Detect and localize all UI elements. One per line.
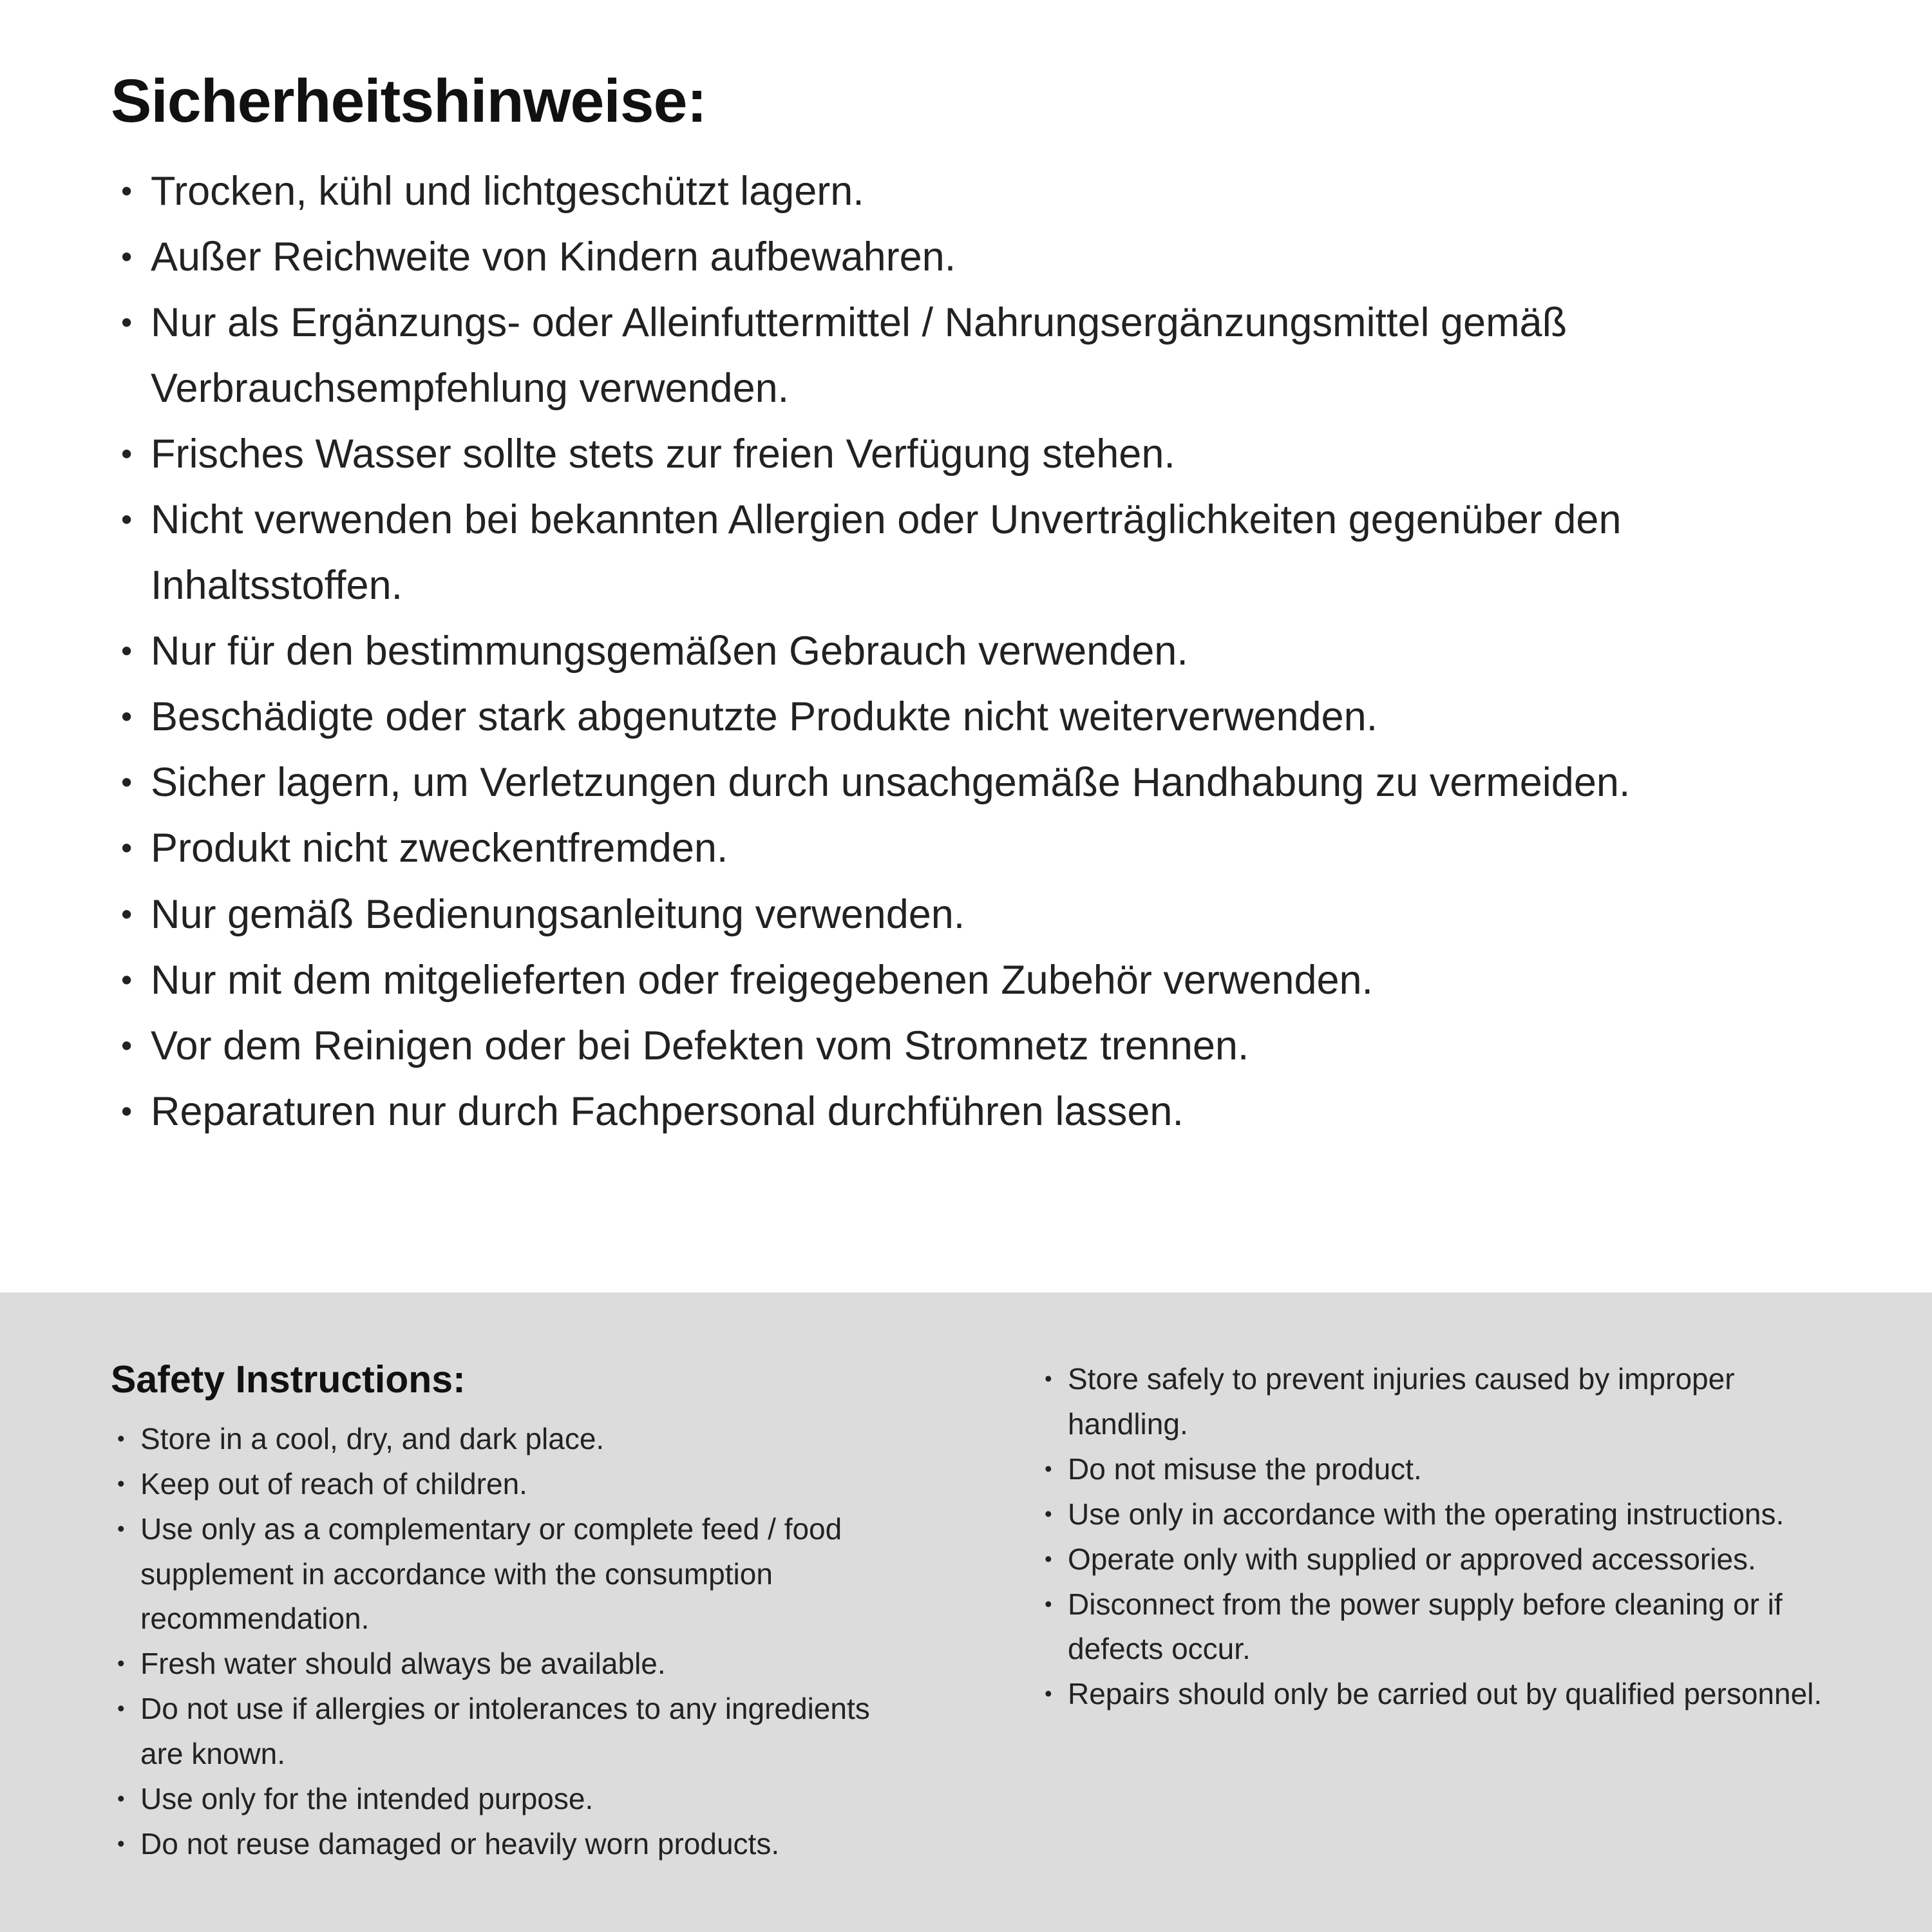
safety-item: • Do not misuse the product.	[1038, 1447, 1830, 1492]
safety-item: • Store safely to prevent injuries caused by improper handling.	[1038, 1357, 1830, 1447]
safety-item: • Disconnect from the power supply before cleaning or if defects occur.	[1038, 1582, 1830, 1672]
safety-item: • Operate only with supplied or approved accessories.	[1038, 1537, 1830, 1582]
safety-item: • Store in a cool, dry, and dark place.	[111, 1417, 903, 1462]
safety-item: • Keep out of reach of children.	[111, 1462, 903, 1507]
safety-item: • Reparaturen nur durch Fachpersonal durchführen lassen.	[111, 1079, 1676, 1144]
safety-item: • Use only for the intended purpose.	[111, 1777, 903, 1822]
safety-item: • Do not use if allergies or intolerances to any ingredients are known.	[111, 1687, 903, 1777]
safety-item: • Außer Reichweite von Kindern aufbewahren.	[111, 224, 1676, 290]
english-left-column	[111, 1357, 948, 1932]
safety-item: • Trocken, kühl und lichtgeschützt lagern.	[111, 158, 1676, 224]
german-section-title: Sicherheitshinweise:	[111, 67, 707, 135]
safety-item: • Fresh water should always be available.	[111, 1642, 903, 1687]
safety-item: • Nicht verwenden bei bekannten Allergien oder Unverträglichkeiten gegenüber den Inhaltsstoffen.	[111, 487, 1676, 618]
safety-item: • Sicher lagern, um Verletzungen durch unsachgemäße Handhabung zu vermeiden.	[111, 750, 1676, 815]
english-right-column	[1038, 1357, 1875, 1932]
german-safety-list	[111, 158, 1676, 1144]
english-section-title: Safety Instructions:	[111, 1358, 466, 1401]
english-safety-list-right	[1038, 1357, 1830, 1717]
safety-item: • Nur als Ergänzungs- oder Alleinfuttermittel / Nahrungsergänzungsmittel gemäß Verbrauchsempfehlung verwenden.	[111, 290, 1676, 421]
safety-item: • Use only in accordance with the operating instructions.	[1038, 1492, 1830, 1537]
safety-item: • Nur gemäß Bedienungsanleitung verwenden.	[111, 882, 1676, 947]
safety-item: • Nur mit dem mitgelieferten oder freigegebenen Zubehör verwenden.	[111, 947, 1676, 1013]
safety-item: • Vor dem Reinigen oder bei Defekten vom Stromnetz trennen.	[111, 1013, 1676, 1079]
english-safety-section	[0, 1293, 1932, 1932]
english-safety-list-left	[111, 1417, 903, 1867]
safety-item: • Produkt nicht zweckentfremden.	[111, 815, 1676, 881]
safety-item: • Nur für den bestimmungsgemäßen Gebrauch verwenden.	[111, 618, 1676, 684]
safety-item: • Repairs should only be carried out by qualified personnel.	[1038, 1672, 1830, 1717]
safety-item: • Use only as a complementary or complete feed / food supplement in accordance with the consumption recommendation.	[111, 1507, 903, 1642]
safety-item: • Do not reuse damaged or heavily worn products.	[111, 1822, 903, 1867]
safety-item: • Beschädigte oder stark abgenutzte Produkte nicht weiterverwenden.	[111, 684, 1676, 750]
safety-item: • Frisches Wasser sollte stets zur freien Verfügung stehen.	[111, 421, 1676, 487]
